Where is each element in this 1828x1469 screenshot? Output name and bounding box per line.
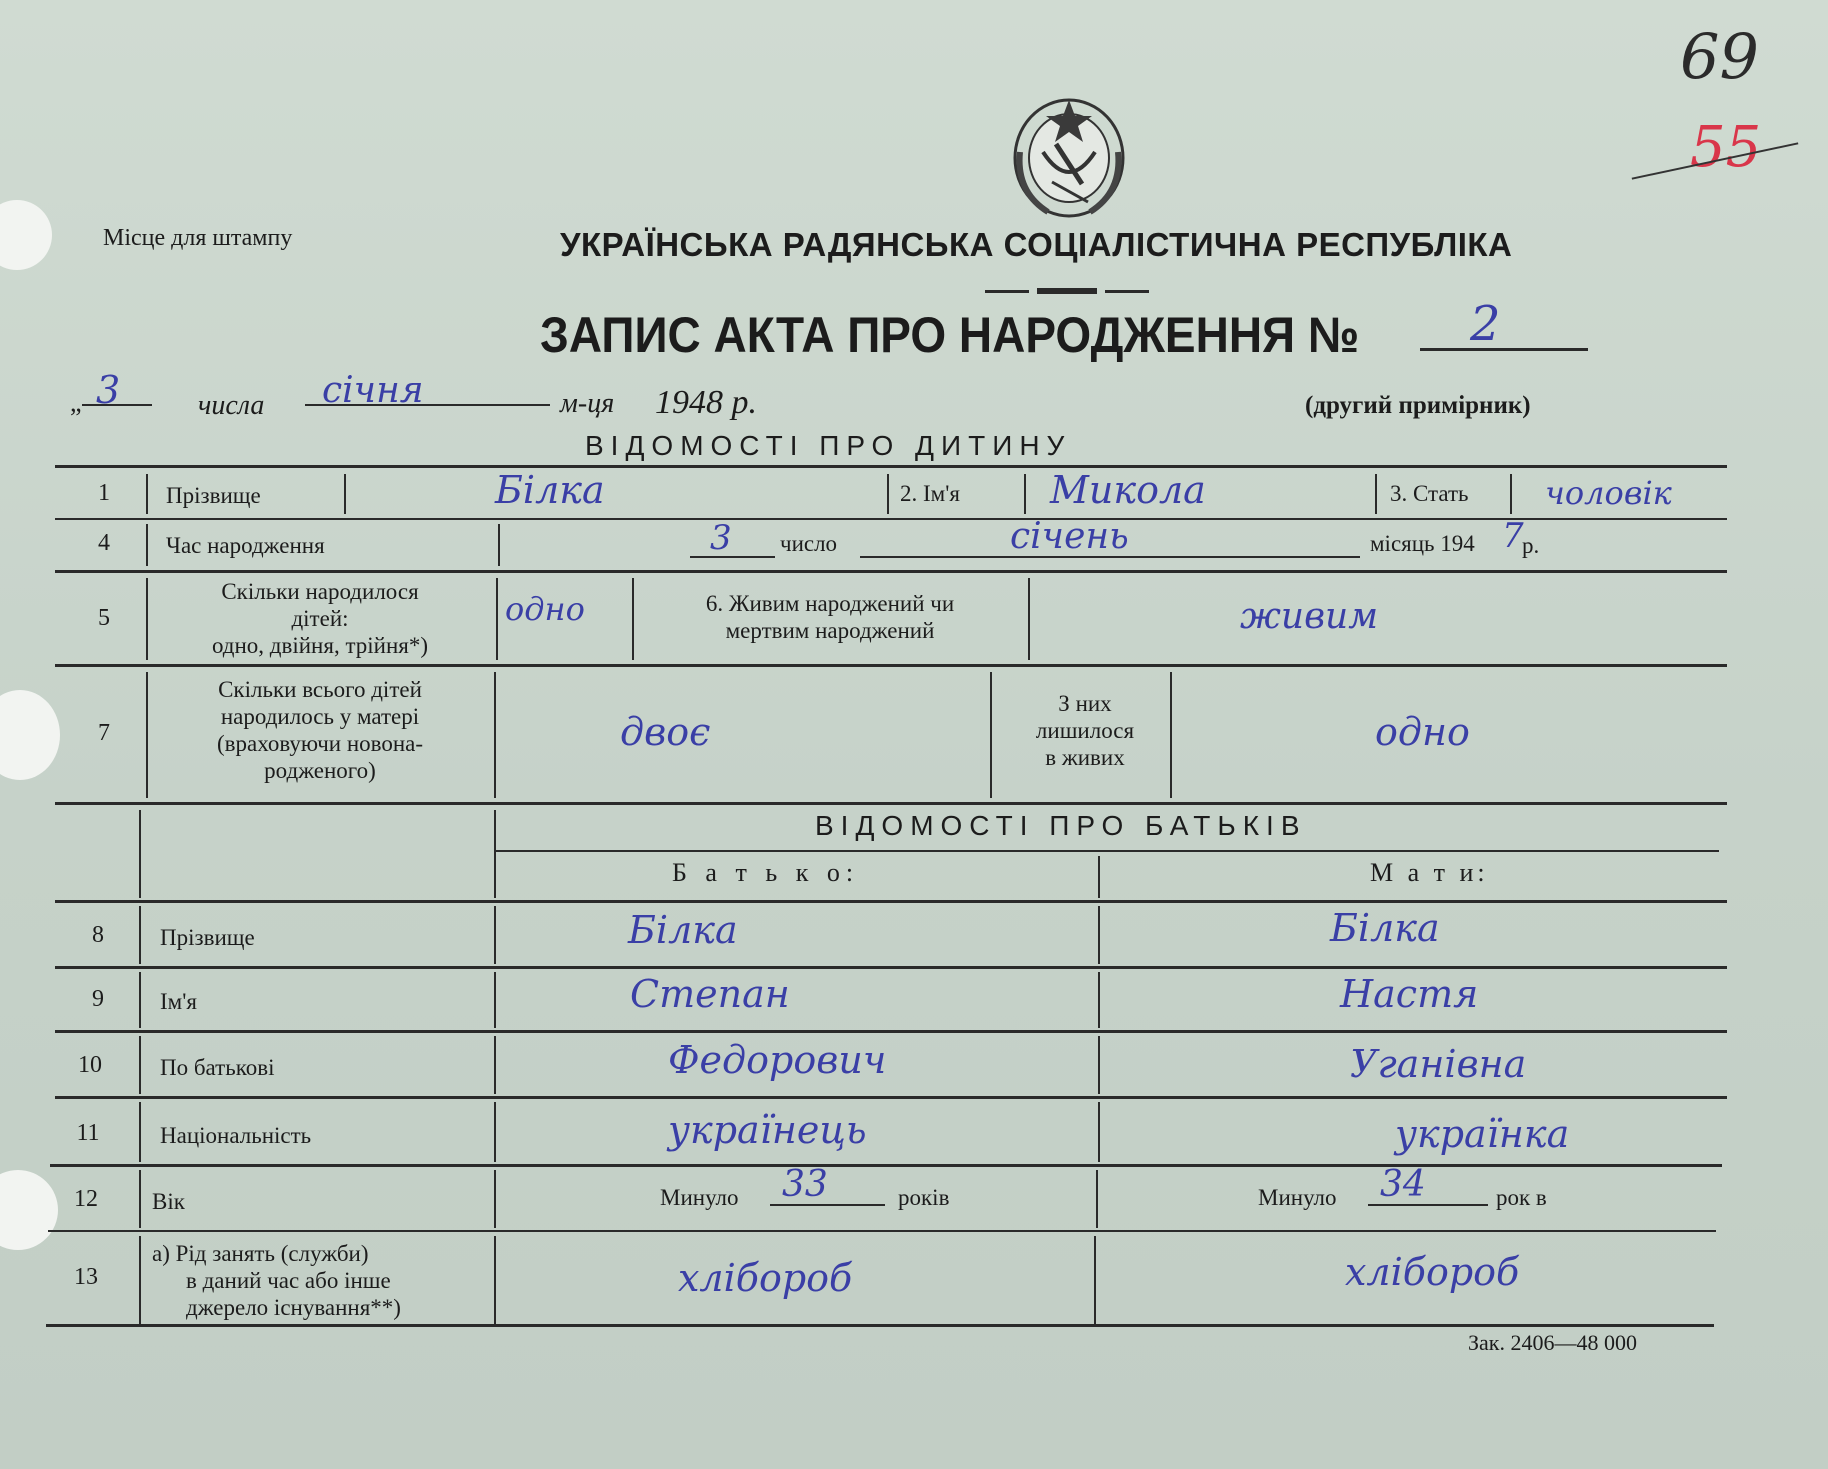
birth-day-line bbox=[690, 556, 775, 558]
row-line bbox=[50, 1164, 1722, 1167]
mother-nationality: українка bbox=[1395, 1112, 1570, 1156]
mother-age-passed: Минуло bbox=[1258, 1185, 1337, 1210]
record-month-line bbox=[305, 404, 550, 406]
row-number: 9 bbox=[92, 986, 104, 1012]
children-count-label-line: одно, двійня, трійня*) bbox=[211, 633, 429, 658]
divider-short bbox=[1037, 288, 1097, 294]
father-age: 33 bbox=[782, 1164, 828, 1205]
col-sep bbox=[1510, 474, 1512, 514]
table-bottom-line bbox=[46, 1324, 1714, 1327]
row-line bbox=[55, 966, 1727, 969]
birth-time-label: Час народження bbox=[166, 533, 325, 558]
parent-surname-label: Прізвище bbox=[160, 925, 255, 950]
republic-title: УКРАЇНСЬКА РАДЯНСЬКА СОЦІАЛІСТИЧНА РЕСПУБЛІКА bbox=[560, 226, 1513, 263]
col-sep bbox=[1096, 1170, 1098, 1228]
row-number: 7 bbox=[98, 720, 110, 746]
record-day: 3 bbox=[96, 368, 121, 412]
birth-month-label: місяць 194 bbox=[1370, 531, 1475, 556]
alive-or-dead-label-line: 6. Живим народжений чи bbox=[705, 591, 955, 616]
col-sep bbox=[344, 474, 346, 514]
parents-title-line bbox=[494, 850, 1719, 852]
father-age-passed: Минуло bbox=[660, 1185, 739, 1210]
father-name: Степан bbox=[630, 972, 790, 1016]
mother-occupation: хлібороб bbox=[1345, 1250, 1520, 1294]
col-sep bbox=[139, 810, 141, 898]
col-sep bbox=[1098, 906, 1100, 964]
child-name: Микола bbox=[1050, 468, 1206, 512]
copy-note: (другий примірник) bbox=[1305, 392, 1531, 419]
page-number: 69 bbox=[1680, 20, 1759, 93]
child-surname: Білка bbox=[495, 468, 605, 512]
col-sep bbox=[1375, 474, 1377, 514]
mother-age: 34 bbox=[1380, 1164, 1426, 1205]
total-children-label-line: (враховуючи новона- bbox=[216, 731, 424, 756]
name-label: 2. Ім'я bbox=[900, 481, 960, 506]
row-line bbox=[55, 664, 1727, 667]
col-sep bbox=[1028, 578, 1030, 660]
occupation-label-line: а) Рід занять (служби) bbox=[152, 1241, 369, 1266]
col-sep bbox=[494, 672, 496, 798]
record-number-underline bbox=[1420, 348, 1588, 351]
order-number: Зак. 2406—48 000 bbox=[1468, 1330, 1637, 1355]
mother-head: М а т и: bbox=[1370, 858, 1489, 887]
occupation-label-line: джерело існування**) bbox=[186, 1295, 401, 1320]
occupation-label-line: в даний час або інше bbox=[186, 1268, 391, 1293]
alive-children-label-line: в живих bbox=[1045, 745, 1125, 770]
record-month: січня bbox=[322, 370, 424, 411]
col-sep bbox=[494, 1036, 496, 1094]
alive-children-label-line: лишилося bbox=[1035, 718, 1135, 743]
col-sep bbox=[139, 972, 141, 1028]
mother-patronymic: Уганівна bbox=[1350, 1042, 1527, 1086]
divider-short bbox=[985, 290, 1029, 293]
father-patronymic: Федорович bbox=[668, 1038, 887, 1082]
father-surname: Білка bbox=[628, 908, 738, 952]
col-sep bbox=[494, 906, 496, 964]
parent-nationality-label: Національність bbox=[160, 1123, 312, 1148]
row-number: 4 bbox=[98, 530, 110, 556]
mother-age-line bbox=[1368, 1204, 1488, 1206]
sex-label: 3. Стать bbox=[1390, 481, 1469, 506]
punch-hole bbox=[0, 1170, 58, 1250]
occupation-label bbox=[152, 1240, 482, 1321]
col-sep bbox=[1098, 1036, 1100, 1094]
total-children-label-line: Скільки всього дітей bbox=[218, 677, 422, 702]
col-sep bbox=[494, 1102, 496, 1162]
alive-children-label-line: З них bbox=[1058, 691, 1112, 716]
alive-or-dead-label-line: мертвим народжений bbox=[725, 618, 935, 643]
birth-day: 3 bbox=[710, 518, 732, 558]
row-number: 13 bbox=[74, 1264, 98, 1290]
row-line bbox=[55, 518, 1727, 520]
surname-label: Прізвище bbox=[166, 483, 261, 508]
row-line bbox=[55, 900, 1727, 903]
col-sep bbox=[1098, 1102, 1100, 1162]
row-number: 11 bbox=[76, 1120, 100, 1146]
alive-or-dead-label bbox=[640, 590, 1020, 644]
row-line bbox=[55, 1030, 1727, 1033]
parents-section-title: ВІДОМОСТІ ПРО БАТЬКІВ bbox=[815, 810, 1307, 841]
punch-hole bbox=[0, 200, 52, 270]
alive-children-value: одно bbox=[1375, 710, 1470, 754]
mother-age-years: рок в bbox=[1496, 1185, 1547, 1210]
col-sep bbox=[1024, 474, 1026, 514]
children-count-value: одно bbox=[505, 590, 585, 628]
col-sep bbox=[494, 1170, 496, 1228]
divider-short bbox=[1105, 290, 1149, 293]
record-year: 1948 р. bbox=[655, 384, 757, 421]
col-sep bbox=[494, 1236, 496, 1324]
total-children-label-line: народилось у матері bbox=[220, 704, 420, 729]
col-sep bbox=[139, 1236, 141, 1324]
col-sep bbox=[1094, 1236, 1096, 1324]
col-sep bbox=[139, 1102, 141, 1162]
record-day-line bbox=[82, 404, 152, 406]
col-sep bbox=[1170, 672, 1172, 798]
row-line bbox=[55, 570, 1727, 573]
alive-children-label bbox=[995, 690, 1175, 771]
total-children-label bbox=[155, 676, 485, 784]
col-sep bbox=[146, 672, 148, 798]
mother-name: Настя bbox=[1340, 972, 1479, 1016]
coat-of-arms-emblem bbox=[1008, 92, 1130, 222]
row-number: 10 bbox=[78, 1052, 102, 1078]
col-sep bbox=[139, 1170, 141, 1228]
father-age-years: років bbox=[898, 1185, 950, 1210]
record-month-label: м-ця bbox=[560, 388, 615, 419]
row-line bbox=[48, 1230, 1716, 1232]
children-count-label bbox=[155, 578, 485, 659]
col-sep bbox=[496, 578, 498, 660]
birth-year-digit: 7 bbox=[1502, 516, 1524, 556]
row-line bbox=[55, 1096, 1727, 1099]
children-count-label-line: Скільки народилося bbox=[221, 579, 419, 604]
children-count-label-line: дітей: bbox=[291, 606, 349, 631]
page-number-red: 55 bbox=[1690, 115, 1762, 180]
total-children-label-line: родженого) bbox=[264, 758, 376, 783]
birth-month-line bbox=[860, 556, 1360, 558]
col-sep bbox=[990, 672, 992, 798]
col-sep bbox=[494, 972, 496, 1028]
date-quote: „ bbox=[70, 388, 82, 417]
col-sep bbox=[146, 524, 148, 566]
record-day-label: числа bbox=[198, 390, 265, 421]
row-number: 8 bbox=[92, 922, 104, 948]
col-sep bbox=[146, 578, 148, 660]
row-number: 1 bbox=[98, 480, 110, 506]
mother-surname: Білка bbox=[1330, 906, 1440, 950]
col-sep bbox=[139, 1036, 141, 1094]
row-number: 5 bbox=[98, 605, 110, 631]
record-number: 2 bbox=[1470, 296, 1501, 352]
alive-or-dead-value: живим bbox=[1240, 596, 1379, 637]
total-children-value: двоє bbox=[620, 710, 711, 754]
birth-day-label: число bbox=[780, 531, 838, 556]
col-sep bbox=[146, 474, 148, 514]
child-section-title: ВІДОМОСТІ ПРО ДИТИНУ bbox=[585, 430, 1072, 461]
age-label: Вік bbox=[152, 1189, 185, 1214]
col-sep bbox=[139, 906, 141, 964]
parent-name-label: Ім'я bbox=[160, 989, 197, 1014]
birth-year-suffix: р. bbox=[1522, 533, 1540, 558]
stamp-place-label: Місце для штампу bbox=[103, 225, 293, 251]
father-head: Б а т ь к о: bbox=[672, 858, 860, 887]
col-sep bbox=[887, 474, 889, 514]
row-number: 12 bbox=[74, 1186, 98, 1212]
col-sep bbox=[498, 524, 500, 566]
col-sep bbox=[1098, 972, 1100, 1028]
father-occupation: хлібороб bbox=[678, 1256, 853, 1300]
child-sex: чоловік bbox=[1545, 474, 1672, 512]
col-sep bbox=[494, 810, 496, 898]
father-age-line bbox=[770, 1204, 885, 1206]
birth-month: січень bbox=[1010, 516, 1129, 557]
punch-hole bbox=[0, 690, 60, 780]
father-nationality: українець bbox=[668, 1108, 867, 1152]
document-title: ЗАПИС АКТА ПРО НАРОДЖЕННЯ № bbox=[540, 307, 1360, 363]
parent-patronymic-label: По батькові bbox=[160, 1055, 275, 1080]
col-sep bbox=[1098, 856, 1100, 898]
col-sep bbox=[632, 578, 634, 660]
table-top-line bbox=[55, 465, 1727, 468]
row-line bbox=[55, 802, 1727, 805]
